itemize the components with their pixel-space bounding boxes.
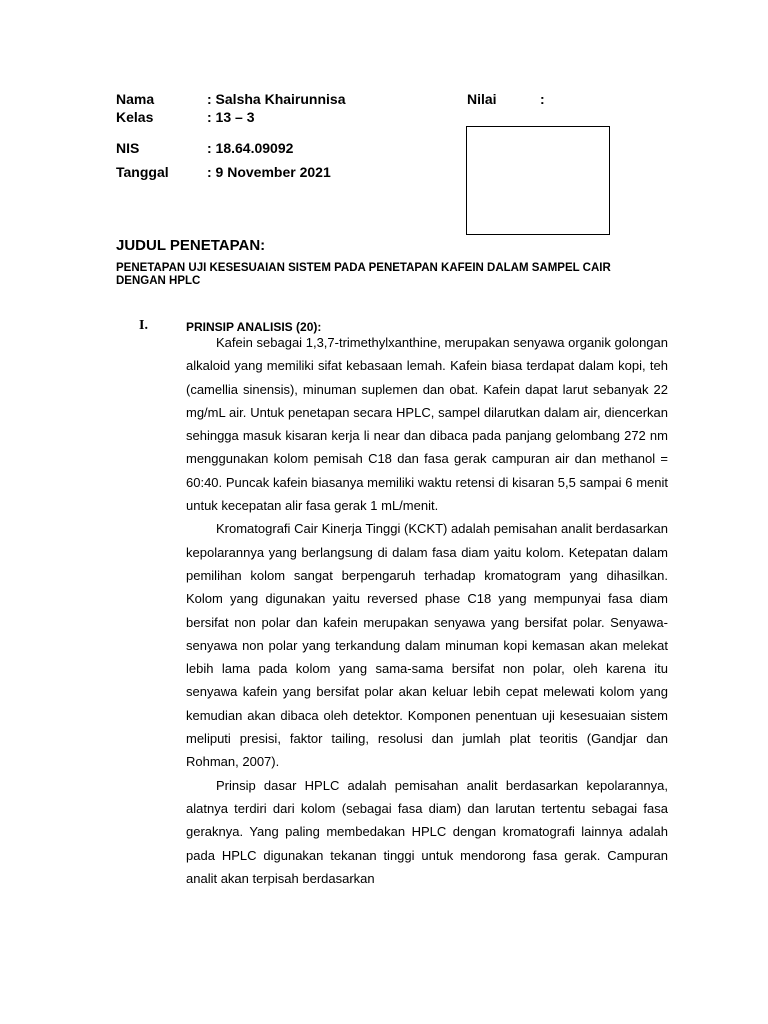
date-label: Tanggal [116,164,169,180]
grade-label: Nilai [467,91,497,107]
grade-colon: : [540,91,545,107]
class-label: Kelas [116,109,154,125]
paragraph: Prinsip dasar HPLC adalah pemisahan analit berdasarkan kepolarannya, alatnya terdiri dari kolom (sebagai fasa diam) dan larutan tertentu sebagai fasa geraknya. Yang paling membedakan HPLC dengan kromatografi lainnya adalah pada HPLC digunakan tekanan tinggi untuk mendorong fasa gerak. Campuran analit akan terpisah berdasarkan [186,777,668,886]
name-label: Nama [116,91,155,107]
class-value: : 13 – 3 [207,109,255,125]
name-value: : Salsha Khairunnisa [207,91,346,107]
nis-label: NIS [116,140,140,156]
paragraph: Kafein sebagai 1,3,7-trimethylxanthine, merupakan senyawa organik golongan alkaloid yang memiliki sifat kebasaan lemah. Kafein biasa terdapat dalam kopi, teh (camellia sinensis), minuman suplemen dan obat. Kafein dapat larut sebanyak 22 mg/mL air. Untuk penetapan secara HPLC, sampel dilarutkan dalam air, diencerkan sehingga masuk kisaran kerja li near dan dibaca pada panjang gelombang 272 nm menggunakan kolom pemisah C18 dan fasa gerak campuran air dan methanol = 60:40. Puncak kafein biasanya memiliki waktu retensi di kisaran 5,5 sampai 6 menit untuk kecepatan alir fasa gerak 1 mL/menit. [186,335,668,514]
page-subtitle: PENETAPAN UJI KESESUAIAN SISTEM PADA PENETAPAN KAFEIN DALAM SAMPEL CAIR DENGAN HPLC [116,262,611,287]
page-title: JUDUL PENETAPAN: [116,237,266,254]
section-number: I. [139,318,148,333]
section-body [186,331,668,890]
nis-value: : 18.64.09092 [207,140,294,156]
section-title: PRINSIP ANALISIS (20): [186,320,322,334]
paragraph: Kromatografi Cair Kinerja Tinggi (KCKT) adalah pemisahan analit berdasarkan kepolarannya yang berlangsung di dalam fasa diam yaitu kolom. Ketepatan dalam pemilihan kolom sangat berpengaruh terhadap kromatogram yang dihasilkan. Kolom yang digunakan yaitu reversed phase C18 yang mempunyai fasa diam bersifat non polar dan kafein merupakan senyawa yang bersifat polar. Senyawa-senyawa non polar yang terkandung dalam minuman kopi kemasan akan melekat lebih lama pada kolom yang sama-sama bersifat non polar, oleh karena itu senyawa kafein yang bersifat polar akan keluar lebih cepat melewati kolom yang kemudian akan dibaca oleh detektor. Komponen penentuan uji kesesuaian sistem meliputi presisi, faktor tailing, resolusi dan jumlah plat teoritis (Gandjar dan Rohman, 2007). [186,521,668,770]
grade-box [466,126,610,235]
date-value: : 9 November 2021 [207,164,331,180]
